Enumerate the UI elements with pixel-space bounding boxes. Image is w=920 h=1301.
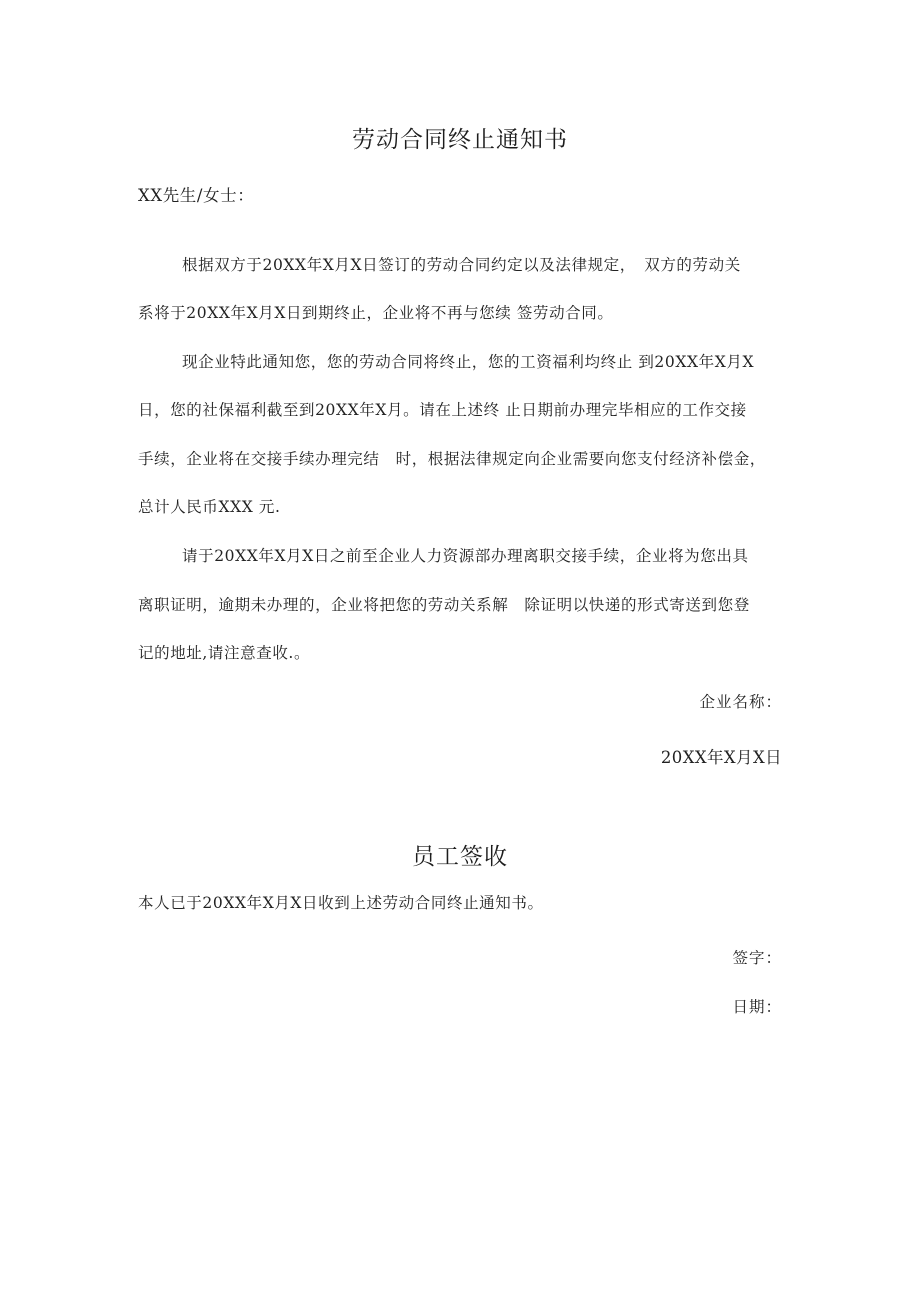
company-name-label: 企业名称： — [699, 693, 782, 711]
paragraph-3-line-1: 请于20XX年X月X日之前至企业人力资源部办理离职交接手续，企业将为您出具 — [182, 547, 749, 565]
notice-date: 20XX年X月X日 — [660, 748, 782, 767]
paragraph-2-line-1: 现企业特此通知您，您的劳动合同将终止，您的工资福利均终止 到20XX年X月X — [182, 353, 755, 371]
paragraph-2-line-2: 日，您的社保福利截至到20XX年X月。请在上述终 止日期前办理完毕相应的工作交接 — [138, 401, 747, 419]
greeting: XX先生/女士： — [138, 186, 255, 205]
paragraph-2-line-3: 手续，企业将在交接手续办理完结 时，根据法律规定向企业需要向您支付经济补偿金， — [138, 450, 766, 468]
paragraph-1-line-1: 根据双方于20XX年X月X日签订的劳动合同约定以及法律规定， 双方的劳动关 — [182, 256, 741, 274]
document-title: 劳动合同终止通知书 — [352, 127, 568, 153]
acknowledgement-statement: 本人已于20XX年X月X日收到上述劳动合同终止通知书。 — [138, 894, 544, 912]
paragraph-1-line-2: 系将于20XX年X月X日到期终止，企业将不再与您续 签劳动合同。 — [138, 304, 614, 322]
acknowledgement-title: 员工签收 — [412, 844, 508, 870]
signature-label: 签字： — [732, 949, 782, 967]
paragraph-2-line-4: 总计人民币XXX 元. — [138, 498, 281, 516]
paragraph-3-line-2: 离职证明，逾期未办理的，企业将把您的劳动关系解 除证明以快递的形式寄送到您登 — [138, 596, 750, 614]
date-label: 日期： — [732, 998, 782, 1016]
paragraph-3-line-3: 记的地址,请注意查收.。 — [138, 644, 311, 662]
